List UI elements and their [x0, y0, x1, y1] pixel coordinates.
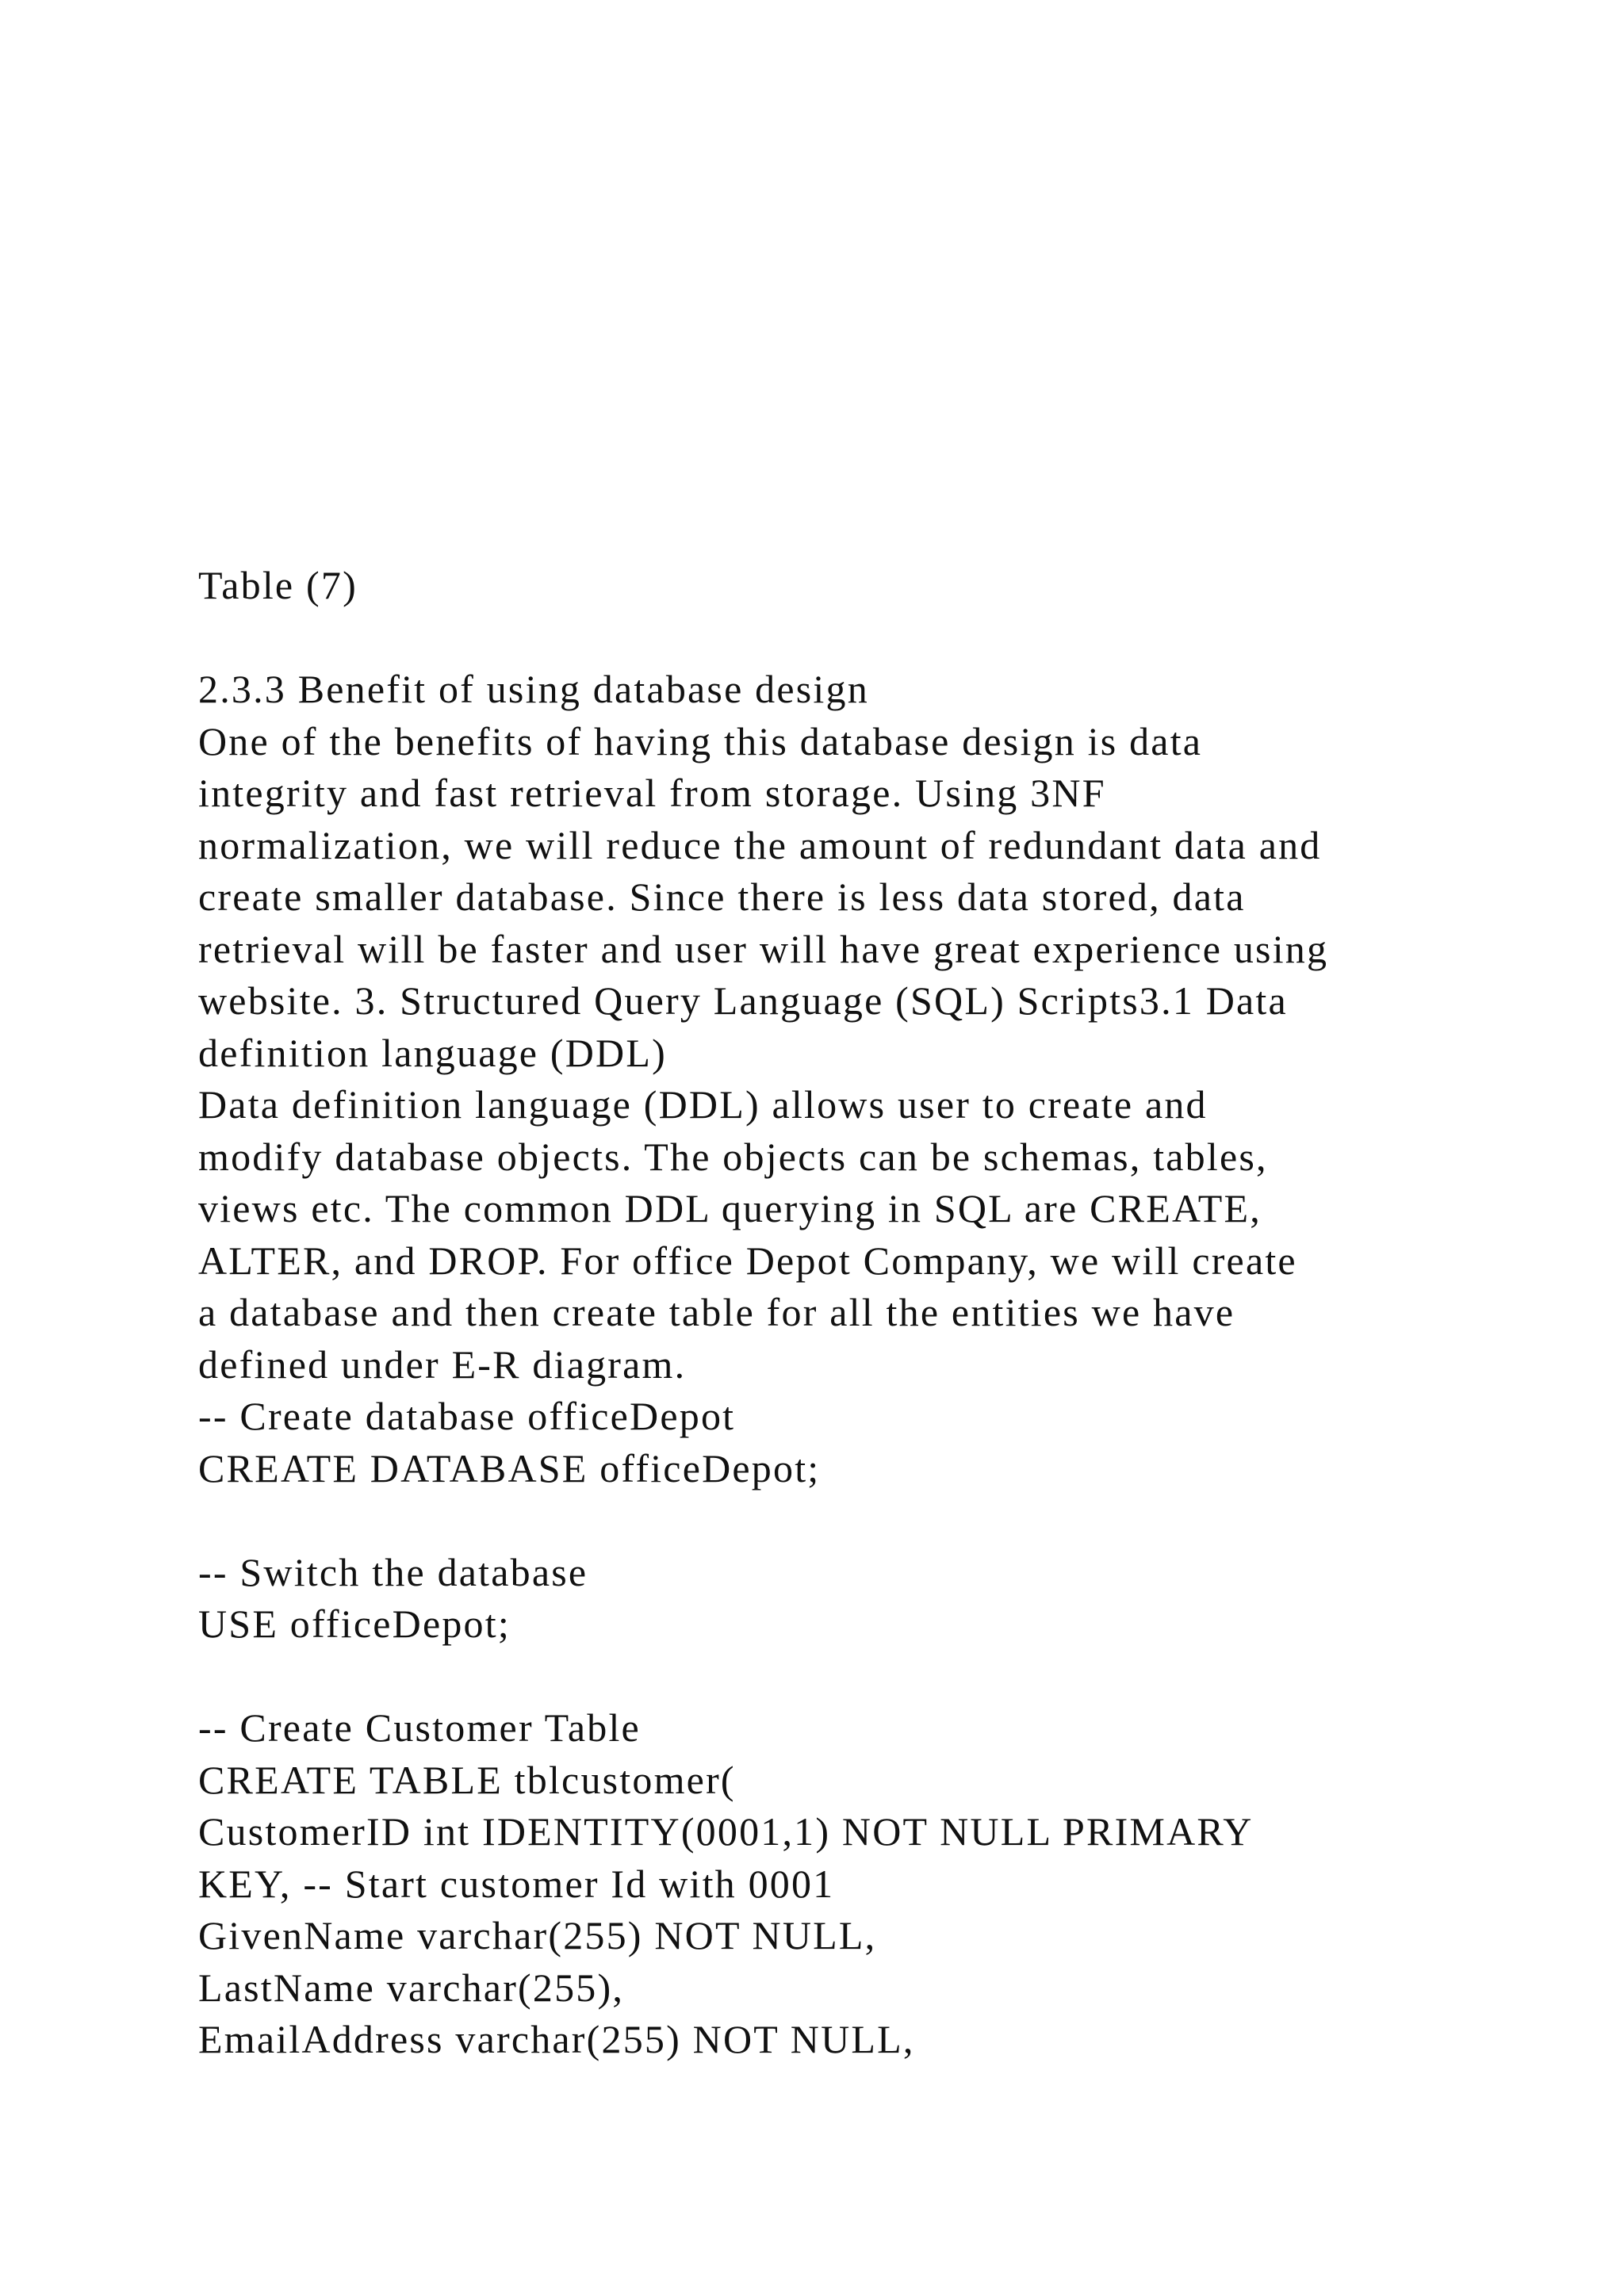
sql-use-database [198, 1547, 1546, 1651]
spacer [198, 1494, 1546, 1547]
section-heading: 2.3.3 Benefit of using database design [198, 667, 869, 711]
paragraph-line: Data definition language (DDL) allows user to create and [198, 1082, 1208, 1127]
sql-statement: KEY, -- Start customer Id with 0001 [198, 1861, 835, 1906]
paragraph-line: create smaller database. Since there is less data stored, data [198, 874, 1246, 919]
sql-statement: CustomerID int IDENTITY(0001,1) NOT NULL PRIMARY [198, 1809, 1254, 1854]
spacer [198, 612, 1546, 664]
sql-statement: EmailAddress varchar(255) NOT NULL, [198, 2017, 915, 2061]
ddl-paragraph [198, 1079, 1546, 1391]
sql-create-customer-table [198, 1702, 1546, 2066]
sql-comment: -- Switch the database [198, 1549, 588, 1594]
document-body [198, 560, 1546, 2066]
sql-statement: LastName varchar(255), [198, 1965, 625, 2010]
paragraph-line: integrity and fast retrieval from storage. Using 3NF [198, 771, 1106, 815]
table-caption: Table (7) [198, 563, 358, 607]
paragraph-line: normalization, we will reduce the amount of redundant data and [198, 822, 1322, 867]
sql-comment: -- Create Customer Table [198, 1705, 641, 1750]
sql-comment: -- Create database officeDepot [198, 1394, 736, 1438]
sql-statement: CREATE TABLE tblcustomer( [198, 1757, 736, 1802]
paragraph-line: retrieval will be faster and user will have great experience using [198, 926, 1329, 971]
sql-statement: GivenName varchar(255) NOT NULL, [198, 1913, 877, 1957]
sql-statement: CREATE DATABASE officeDepot; [198, 1445, 821, 1490]
paragraph-line: One of the benefits of having this database design is data [198, 718, 1203, 763]
paragraph-line: ALTER, and DROP. For office Depot Company, we will create [198, 1238, 1297, 1283]
paragraph-line: definition language (DDL) [198, 1030, 667, 1075]
benefit-paragraph [198, 716, 1546, 1080]
paragraph-line: website. 3. Structured Query Language (SQL) Scripts3.1 Data [198, 978, 1288, 1023]
paragraph-line: modify database objects. The objects can be schemas, tables, [198, 1134, 1268, 1179]
paragraph-line: a database and then create table for all the entities we have [198, 1290, 1235, 1334]
sql-statement: USE officeDepot; [198, 1601, 511, 1646]
spacer [198, 1651, 1546, 1703]
paragraph-line: views etc. The common DDL querying in SQL are CREATE, [198, 1186, 1262, 1230]
sql-create-database [198, 1391, 1546, 1494]
paragraph-line: defined under E-R diagram. [198, 1341, 687, 1387]
